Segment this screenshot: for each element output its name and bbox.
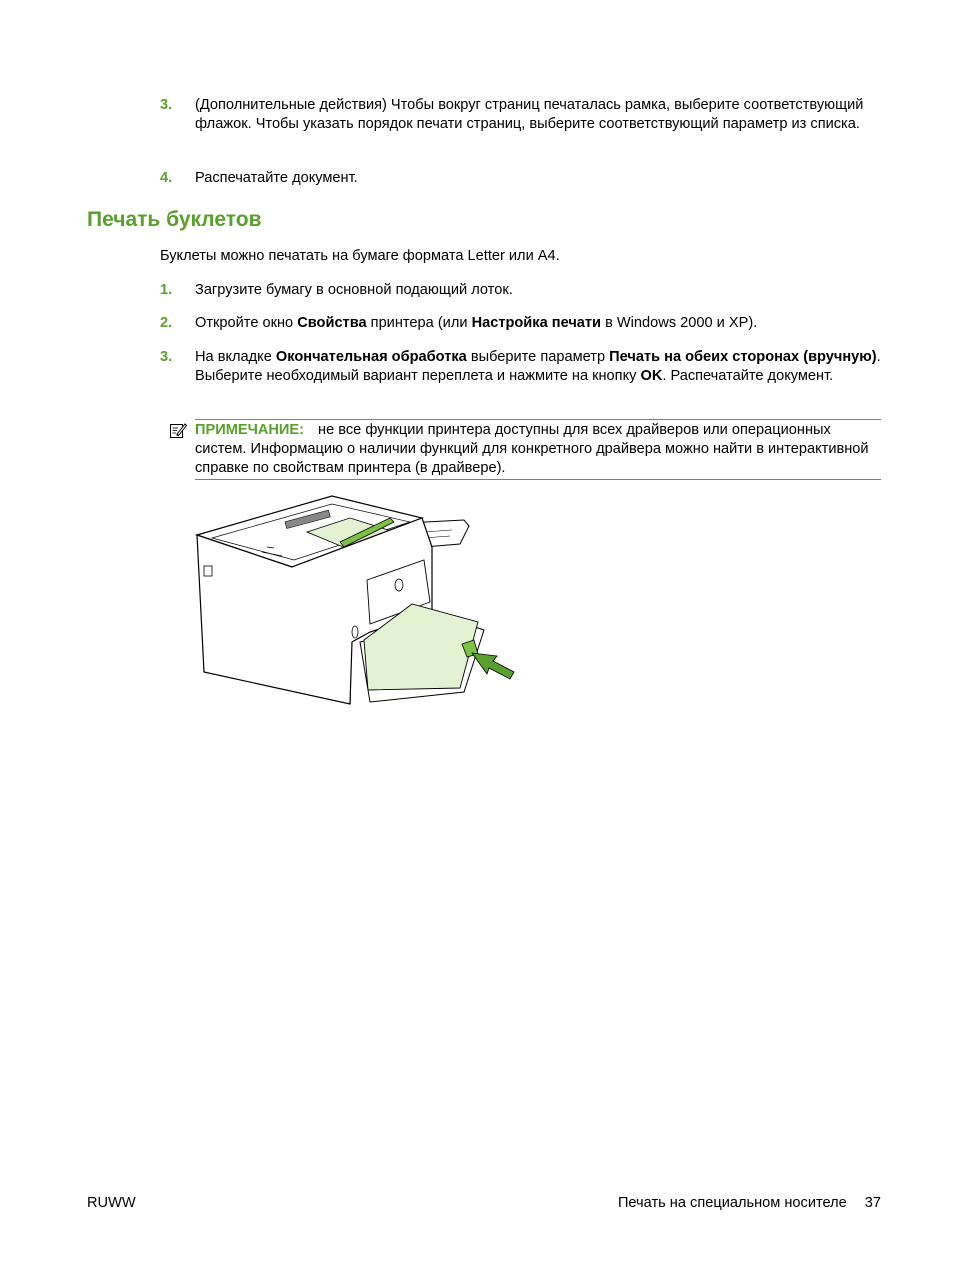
booklet-step-3 [160,348,882,386]
step-text-part: . Выберите необходимый вариант переплета и нажмите на кнопку [195,349,881,384]
booklet-step-1 [160,281,882,300]
step-text: Загрузите бумагу в основной подающий лоток. [195,282,513,298]
step-text: (Дополнительные действия) Чтобы вокруг страниц печаталась рамка, выберите соответствующий флажок. Чтобы указать порядок печати страниц, выберите соответствующий параметр из списка. [195,97,864,132]
step-3-top [160,96,882,134]
step-number: 2. [160,315,173,331]
note-pencil-icon [169,421,187,439]
section-intro: Буклеты можно печатать на бумаге формата Letter или A4. [160,248,560,264]
note-box [195,419,881,480]
step-number: 3. [160,349,173,365]
note-label: ПРИМЕЧАНИЕ: [195,422,305,438]
step-text-part: выберите параметр [466,349,610,365]
note-text: не все функции принтера доступны для всех драйверов или операционных систем. Информацию о наличии функций для конкретного драйвера можно найти в интерактивной справке по свойствам принтера (в драйвере). [195,422,869,476]
step-text-part: На вкладке [195,349,276,365]
booklet-step-2 [160,314,882,333]
step-text-part: . Распечатайте документ. [662,368,834,384]
ui-term-print-settings: Настройка печати [471,315,602,331]
ui-term-finishing-tab: Окончательная обработка [275,349,467,365]
ui-term-properties: Свойства [297,315,367,331]
step-text-part: Откройте окно [195,315,298,331]
footer-section-title: Печать на специальном носителе [617,1195,847,1211]
footer-left: RUWW [87,1195,136,1211]
ui-term-duplex-manual: Печать на обеих сторонах (вручную) [609,349,877,365]
step-text: Распечатайте документ. [195,170,358,186]
step-number: 4. [160,170,173,186]
footer-right [618,1194,881,1213]
step-text [195,348,882,386]
step-text [195,314,882,333]
step-text-part: принтера (или [366,315,472,331]
step-text-part: в Windows 2000 и XP). [601,315,758,331]
printer-illustration [192,492,522,707]
ui-term-ok: OK [640,368,663,384]
step-number: 1. [160,282,173,298]
page-number: 37 [864,1195,881,1211]
step-4-top [160,169,882,188]
section-heading: Печать буклетов [87,208,262,231]
step-number: 3. [160,97,173,113]
green-arrow-icon [472,653,514,679]
